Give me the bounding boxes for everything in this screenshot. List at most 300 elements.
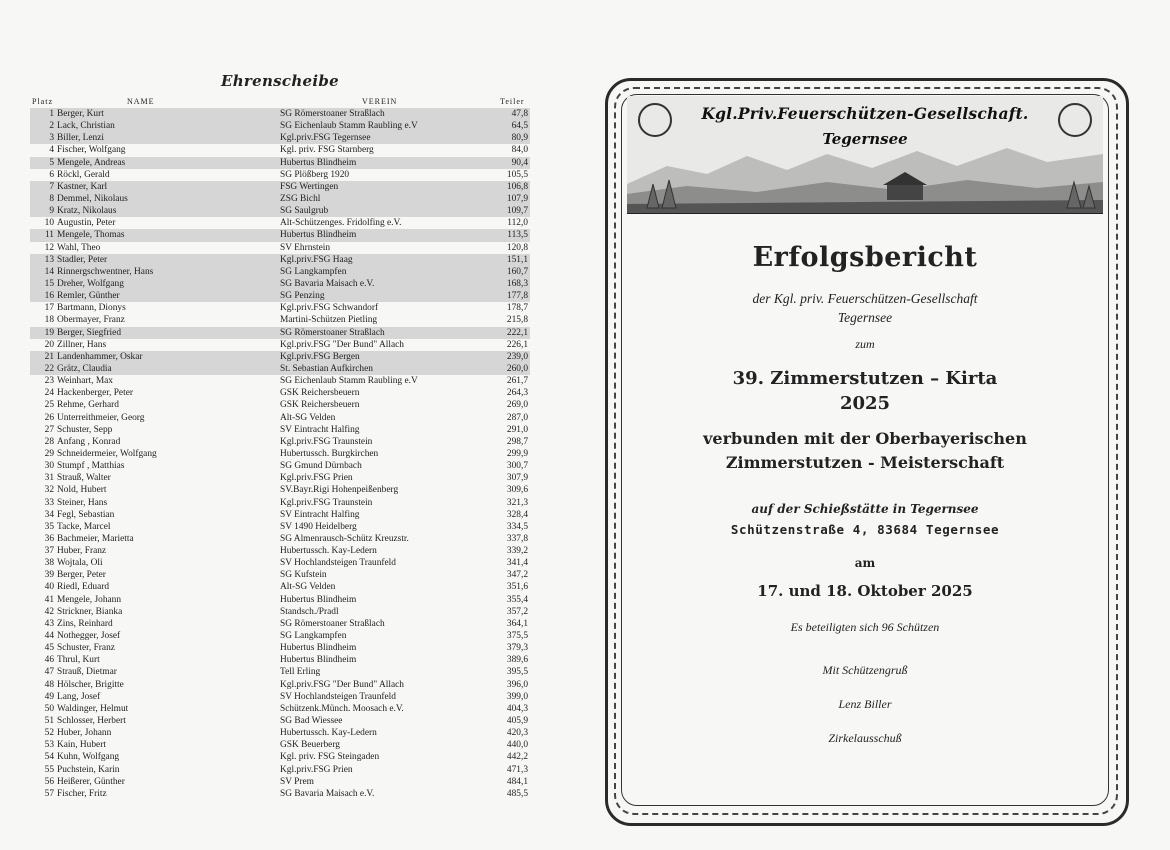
row-rank: 53: [44, 740, 54, 751]
row-club: SG Römerstoaner Straßlach: [280, 109, 385, 119]
table-row: [30, 764, 530, 776]
row-name: Grätz, Claudia: [57, 363, 112, 374]
row-score: 215,8: [506, 315, 528, 326]
intro-town: Tegernsee: [837, 310, 893, 325]
row-score: 112,0: [507, 218, 528, 229]
column-header-teiler: Teiler: [500, 97, 525, 106]
table-row: [30, 120, 530, 132]
row-name: Stadler, Peter: [57, 254, 108, 265]
row-club: Hubertus Blindheim: [280, 643, 357, 654]
row-name: Fegl, Sebastian: [57, 509, 115, 520]
row-score: 399,0: [506, 691, 528, 702]
table-row: [30, 254, 530, 266]
row-rank: 9: [49, 206, 54, 217]
row-rank: 52: [44, 728, 54, 739]
table-row: [30, 497, 530, 509]
row-club: Kgl.priv.FSG Traunstein: [280, 497, 373, 508]
row-score: 84,0: [511, 145, 528, 156]
row-club: SV.Bayr.Rigi Hohenpeißenberg: [280, 485, 399, 496]
row-name: Mengele, Johann: [57, 594, 122, 605]
row-rank: 18: [44, 315, 54, 326]
row-club: Kgl.priv.FSG Prien: [280, 764, 353, 775]
row-club: SV Prem: [280, 776, 314, 787]
row-name: Augustin, Peter: [57, 218, 116, 229]
table-row: [30, 302, 530, 314]
row-rank: 35: [44, 521, 54, 532]
row-club: SV Eintracht Halfing: [280, 424, 360, 435]
row-score: 355,4: [506, 594, 528, 605]
row-name: Strauß, Dietmar: [57, 667, 117, 678]
table-row: [30, 521, 530, 533]
row-club: Kgl.priv.FSG Tegernsee: [280, 133, 371, 144]
row-club: SG Plößberg 1920: [280, 169, 350, 180]
society-header-title: Kgl.Priv.Feuerschützen-Gesellschaft.: [701, 104, 1029, 123]
row-rank: 37: [44, 546, 54, 557]
results-page: [0, 0, 560, 850]
row-club: SG Römerstoaner Straßlach: [280, 327, 385, 338]
table-row: [30, 278, 530, 290]
row-name: Kuhn, Wolfgang: [57, 752, 120, 763]
table-row: [30, 144, 530, 156]
row-name: Hackenberger, Peter: [57, 388, 133, 399]
row-score: 389,6: [506, 655, 528, 666]
row-name: Zins, Reinhard: [57, 618, 113, 629]
table-row: [30, 679, 530, 691]
row-score: 264,3: [506, 388, 528, 399]
row-club: SG Bad Wiessee: [280, 716, 343, 727]
row-club: GSK Reichersbeuern: [280, 388, 360, 399]
row-rank: 2: [49, 121, 54, 132]
row-name: Hölscher, Brigitte: [57, 679, 124, 690]
row-score: 334,5: [506, 521, 528, 532]
row-club: GSK Beuerberg: [280, 740, 340, 751]
row-club: SG Kufstein: [280, 570, 327, 581]
row-rank: 8: [49, 193, 54, 204]
row-club: SV Ehrnstein: [280, 242, 331, 253]
row-club: SG Almenrausch-Schütz Kreuzstr.: [280, 533, 409, 544]
table-row: [30, 375, 530, 387]
table-row: [30, 448, 530, 460]
row-name: Fischer, Wolfgang: [57, 145, 126, 156]
table-row: [30, 424, 530, 436]
row-name: Berger, Siegfried: [57, 327, 122, 338]
table-row: [30, 169, 530, 181]
row-score: 375,5: [506, 631, 528, 642]
row-name: Fischer, Fritz: [57, 788, 107, 799]
row-score: 269,0: [506, 400, 528, 411]
row-club: SV Hochlandsteigen Traunfeld: [280, 558, 396, 569]
row-rank: 54: [44, 752, 54, 763]
row-name: Strauß, Walter: [57, 473, 111, 484]
row-club: Kgl.priv.FSG "Der Bund" Allach: [280, 679, 404, 690]
row-rank: 31: [44, 473, 54, 484]
table-row: [30, 691, 530, 703]
signer-name: Lenz Biller: [838, 697, 892, 711]
row-club: St. Sebastian Aufkirchen: [280, 363, 373, 374]
row-club: SG Eichenlaub Stamm Raubling e.V: [280, 121, 418, 132]
row-name: Lack, Christian: [57, 121, 115, 132]
row-score: 341,4: [506, 558, 528, 569]
championship-line1: verbunden mit der Oberbayerischen: [703, 429, 1027, 448]
row-name: Schuster, Franz: [57, 643, 115, 654]
row-name: Lang, Josef: [57, 691, 101, 702]
table-title: Ehrenscheibe: [220, 72, 340, 90]
row-score: 260,0: [506, 363, 528, 374]
row-club: SG Bavaria Maisach e.V.: [280, 788, 375, 799]
row-rank: 39: [44, 570, 54, 581]
row-club: Kgl.priv.FSG Haag: [280, 254, 353, 265]
row-rank: 56: [44, 776, 54, 787]
event-year: 2025: [839, 393, 891, 414]
row-name: Kratz, Nikolaus: [57, 206, 117, 217]
table-row: [30, 594, 530, 606]
table-row: [30, 412, 530, 424]
row-rank: 50: [44, 703, 54, 714]
row-rank: 21: [44, 351, 54, 362]
row-score: 106,8: [506, 181, 528, 192]
row-name: Huber, Johann: [57, 728, 112, 739]
table-row: [30, 569, 530, 581]
table-row: [30, 436, 530, 448]
row-score: 239,0: [506, 351, 528, 362]
row-club: ZSG Bichl: [280, 193, 321, 204]
row-score: 64,5: [511, 121, 528, 132]
row-score: 90,4: [511, 157, 528, 168]
row-name: Wahl, Theo: [57, 242, 101, 253]
column-header-name: NAME: [127, 97, 155, 106]
row-rank: 40: [44, 582, 54, 593]
row-name: Unterreithmeier, Georg: [57, 412, 145, 423]
row-club: SG Bavaria Maisach e.V.: [280, 278, 375, 289]
participants-count: Es beteiligten sich 96 Schützen: [790, 620, 940, 634]
table-row: [30, 205, 530, 217]
row-club: Tell Erling: [280, 667, 321, 678]
row-score: 151,1: [506, 254, 528, 265]
row-score: 120,8: [506, 242, 528, 253]
row-name: Mengele, Andreas: [57, 157, 126, 168]
row-score: 299,9: [506, 448, 528, 459]
table-row: [30, 193, 530, 205]
row-rank: 28: [44, 436, 54, 447]
row-name: Mengele, Thomas: [57, 230, 125, 241]
row-club: Hubertus Blindheim: [280, 230, 357, 241]
row-score: 307,9: [506, 473, 528, 484]
row-score: 47,8: [511, 109, 528, 119]
row-score: 287,0: [506, 412, 528, 423]
row-score: 351,6: [506, 582, 528, 593]
row-rank: 19: [44, 327, 54, 338]
row-score: 107,9: [506, 193, 528, 204]
row-name: Schneidermeier, Wolfgang: [57, 448, 157, 459]
row-club: SV Hochlandsteigen Traunfeld: [280, 691, 396, 702]
row-rank: 16: [44, 291, 54, 302]
table-row: [30, 242, 530, 254]
table-row: [30, 157, 530, 169]
table-row: [30, 363, 530, 375]
table-row: [30, 509, 530, 521]
table-row: [30, 581, 530, 593]
intro-zum: zum: [855, 337, 875, 351]
row-name: Schlosser, Herbert: [57, 716, 126, 727]
row-club: Martini-Schützen Pietling: [280, 315, 378, 326]
row-rank: 6: [49, 169, 54, 180]
table-row: [30, 351, 530, 363]
row-rank: 25: [44, 400, 54, 411]
row-score: 396,0: [506, 679, 528, 690]
row-score: 222,1: [506, 327, 528, 338]
row-rank: 55: [44, 764, 54, 775]
row-score: 379,3: [506, 643, 528, 654]
row-rank: 33: [44, 497, 54, 508]
row-club: SG Penzing: [280, 291, 325, 302]
row-club: GSK Reichersbeuern: [280, 400, 360, 411]
row-rank: 13: [44, 254, 54, 265]
table-row: [30, 630, 530, 642]
row-club: Kgl.priv.FSG "Der Bund" Allach: [280, 339, 404, 350]
table-row: [30, 788, 530, 800]
row-name: Rinnergschwentner, Hans: [57, 266, 154, 277]
row-club: Alt-SG Velden: [280, 412, 336, 423]
row-club: Hubertus Blindheim: [280, 655, 357, 666]
date-am: am: [854, 556, 876, 570]
row-score: 471,3: [506, 764, 528, 775]
row-score: 347,2: [506, 570, 528, 581]
row-name: Kain, Hubert: [57, 740, 106, 751]
row-rank: 12: [44, 242, 54, 253]
row-score: 485,5: [506, 788, 528, 799]
table-row: [30, 229, 530, 241]
row-rank: 48: [44, 679, 54, 690]
table-row: [30, 654, 530, 666]
row-rank: 36: [44, 533, 54, 544]
row-name: Thrul, Kurt: [57, 655, 100, 666]
table-row: [30, 739, 530, 751]
row-name: Schuster, Sepp: [57, 424, 113, 435]
table-row: [30, 339, 530, 351]
row-score: 404,3: [506, 703, 528, 714]
row-name: Tacke, Marcel: [57, 521, 111, 532]
row-club: Hubertus Blindheim: [280, 594, 357, 605]
row-name: Demmel, Nikolaus: [57, 193, 128, 204]
row-score: 364,1: [506, 618, 528, 629]
row-score: 168,3: [506, 278, 528, 289]
row-score: 291,0: [506, 424, 528, 435]
row-rank: 30: [44, 461, 54, 472]
row-club: SG Langkampfen: [280, 631, 347, 642]
row-score: 420,3: [506, 728, 528, 739]
row-score: 405,9: [506, 716, 528, 727]
row-score: 113,5: [507, 230, 528, 241]
row-club: FSG Wertingen: [280, 181, 339, 192]
row-rank: 42: [44, 606, 54, 617]
row-score: 339,2: [506, 546, 528, 557]
row-rank: 44: [44, 631, 54, 642]
row-club: Standsch./Pradl: [280, 606, 339, 617]
table-row: [30, 751, 530, 763]
row-rank: 47: [44, 667, 54, 678]
row-club: SV Eintracht Halfing: [280, 509, 360, 520]
row-rank: 14: [44, 266, 54, 277]
row-name: Huber, Franz: [57, 546, 107, 557]
row-name: Dreher, Wolfgang: [57, 278, 124, 289]
row-score: 298,7: [506, 436, 528, 447]
row-rank: 23: [44, 376, 54, 387]
row-club: Hubertussch. Kay-Ledern: [280, 546, 377, 557]
row-name: Nothegger, Josef: [57, 631, 121, 642]
row-rank: 27: [44, 424, 54, 435]
table-row: [30, 132, 530, 144]
committee-name: Zirkelausschuß: [828, 731, 902, 745]
row-rank: 26: [44, 412, 54, 423]
row-club: SG Gmund Dürnbach: [280, 461, 362, 472]
row-score: 309,6: [506, 485, 528, 496]
table-row: [30, 387, 530, 399]
row-score: 321,3: [506, 497, 528, 508]
row-club: Alt-Schützenges. Fridolfing e.V.: [280, 218, 402, 229]
venue-address: Schützenstraße 4, 83684 Tegernsee: [730, 522, 1000, 537]
row-name: Strickner, Bianka: [57, 606, 123, 617]
results-table: [30, 108, 530, 800]
table-row: [30, 460, 530, 472]
row-rank: 49: [44, 691, 54, 702]
row-club: Hubertus Blindheim: [280, 157, 357, 168]
row-score: 300,7: [506, 461, 528, 472]
row-score: 105,5: [506, 169, 528, 180]
row-club: Schützenk.Münch. Moosach e.V.: [280, 703, 404, 714]
row-rank: 41: [44, 594, 54, 605]
row-rank: 22: [44, 363, 54, 374]
row-name: Wojtala, Oli: [57, 558, 103, 569]
row-club: Kgl. priv. FSG Steingaden: [280, 752, 380, 763]
row-club: Alt-SG Velden: [280, 582, 336, 593]
row-name: Obermayer, Franz: [57, 315, 125, 326]
table-row: [30, 327, 530, 339]
row-name: Anfang , Konrad: [57, 436, 121, 447]
column-header-platz: Platz: [32, 97, 53, 106]
table-row: [30, 557, 530, 569]
row-score: 226,1: [506, 339, 528, 350]
row-rank: 29: [44, 448, 54, 459]
row-club: SV 1490 Heidelberg: [280, 521, 357, 532]
row-name: Bartmann, Dionys: [57, 303, 126, 314]
intro-society: der Kgl. priv. Feuerschützen-Gesellschaft: [752, 291, 978, 306]
row-club: SG Eichenlaub Stamm Raubling e.V: [280, 376, 418, 387]
row-score: 80,9: [511, 133, 528, 144]
certificate-page: [605, 78, 1135, 832]
row-name: Rehme, Gerhard: [57, 400, 119, 411]
row-name: Berger, Kurt: [57, 109, 104, 119]
table-row: [30, 399, 530, 411]
column-header-verein: VEREIN: [362, 97, 398, 106]
report-title: Erfolgsbericht: [752, 242, 978, 273]
row-club: Kgl.priv.FSG Traunstein: [280, 436, 373, 447]
event-dates: 17. und 18. Oktober 2025: [757, 582, 973, 600]
row-rank: 17: [44, 303, 54, 314]
row-name: Heißerer, Günther: [57, 776, 125, 787]
row-rank: 57: [44, 788, 54, 799]
venue-line: auf der Schießstätte in Tegernsee: [751, 502, 979, 516]
row-rank: 20: [44, 339, 54, 350]
championship-line2: Zimmerstutzen - Meisterschaft: [725, 453, 1005, 472]
table-row: [30, 181, 530, 193]
table-row: [30, 727, 530, 739]
row-name: Stumpf , Matthias: [57, 461, 125, 472]
table-row: [30, 642, 530, 654]
row-name: Landenhammer, Oskar: [57, 351, 143, 362]
row-name: Zillner, Hans: [57, 339, 107, 350]
row-score: 440,0: [506, 740, 528, 751]
row-club: Kgl. priv. FSG Starnberg: [280, 145, 374, 156]
society-header-town: Tegernsee: [822, 130, 908, 148]
row-score: 328,4: [506, 509, 528, 520]
row-score: 484,1: [506, 776, 528, 787]
event-name: 39. Zimmerstutzen – Kirta: [732, 368, 998, 389]
table-row: [30, 715, 530, 727]
row-name: Berger, Peter: [57, 570, 106, 581]
table-row: [30, 266, 530, 278]
row-rank: 11: [44, 230, 54, 241]
row-name: Röckl, Gerald: [57, 169, 110, 180]
table-row: [30, 472, 530, 484]
row-score: 261,7: [506, 376, 528, 387]
table-row: [30, 545, 530, 557]
row-rank: 46: [44, 655, 54, 666]
row-name: Steiner, Hans: [57, 497, 108, 508]
row-rank: 3: [49, 133, 54, 144]
row-club: Hubertussch. Burgkirchen: [280, 448, 379, 459]
table-row: [30, 533, 530, 545]
table-row: [30, 108, 530, 120]
row-club: SG Saulgrub: [280, 206, 329, 217]
row-rank: 15: [44, 278, 54, 289]
row-rank: 34: [44, 509, 54, 520]
row-name: Nold, Hubert: [57, 485, 107, 496]
row-score: 178,7: [506, 303, 528, 314]
row-name: Remler, Günther: [57, 291, 120, 302]
table-row: [30, 666, 530, 678]
row-club: SG Römerstoaner Straßlach: [280, 618, 385, 629]
row-rank: 4: [49, 145, 54, 156]
table-row: [30, 606, 530, 618]
row-score: 395,5: [506, 667, 528, 678]
row-name: Puchstein, Karin: [57, 764, 120, 775]
row-name: Kastner, Karl: [57, 181, 108, 192]
greeting: Mit Schützengruß: [822, 663, 908, 677]
row-club: SG Langkampfen: [280, 266, 347, 277]
row-score: 109,7: [506, 206, 528, 217]
row-score: 442,2: [506, 752, 528, 763]
row-rank: 45: [44, 643, 54, 654]
row-rank: 51: [44, 716, 54, 727]
table-row: [30, 314, 530, 326]
row-club: Kgl.priv.FSG Prien: [280, 473, 353, 484]
table-row: [30, 484, 530, 496]
row-score: 337,8: [506, 533, 528, 544]
table-row: [30, 217, 530, 229]
table-row: [30, 776, 530, 788]
row-name: Biller, Lenzi: [57, 133, 105, 144]
row-club: Kgl.priv.FSG Schwandorf: [280, 303, 379, 314]
table-row: [30, 618, 530, 630]
row-name: Waldinger, Helmut: [57, 703, 129, 714]
row-rank: 38: [44, 558, 54, 569]
row-rank: 24: [44, 388, 54, 399]
row-name: Weinhart, Max: [57, 376, 113, 387]
table-row: [30, 703, 530, 715]
row-score: 357,2: [506, 606, 528, 617]
row-score: 160,7: [506, 266, 528, 277]
row-score: 177,8: [506, 291, 528, 302]
